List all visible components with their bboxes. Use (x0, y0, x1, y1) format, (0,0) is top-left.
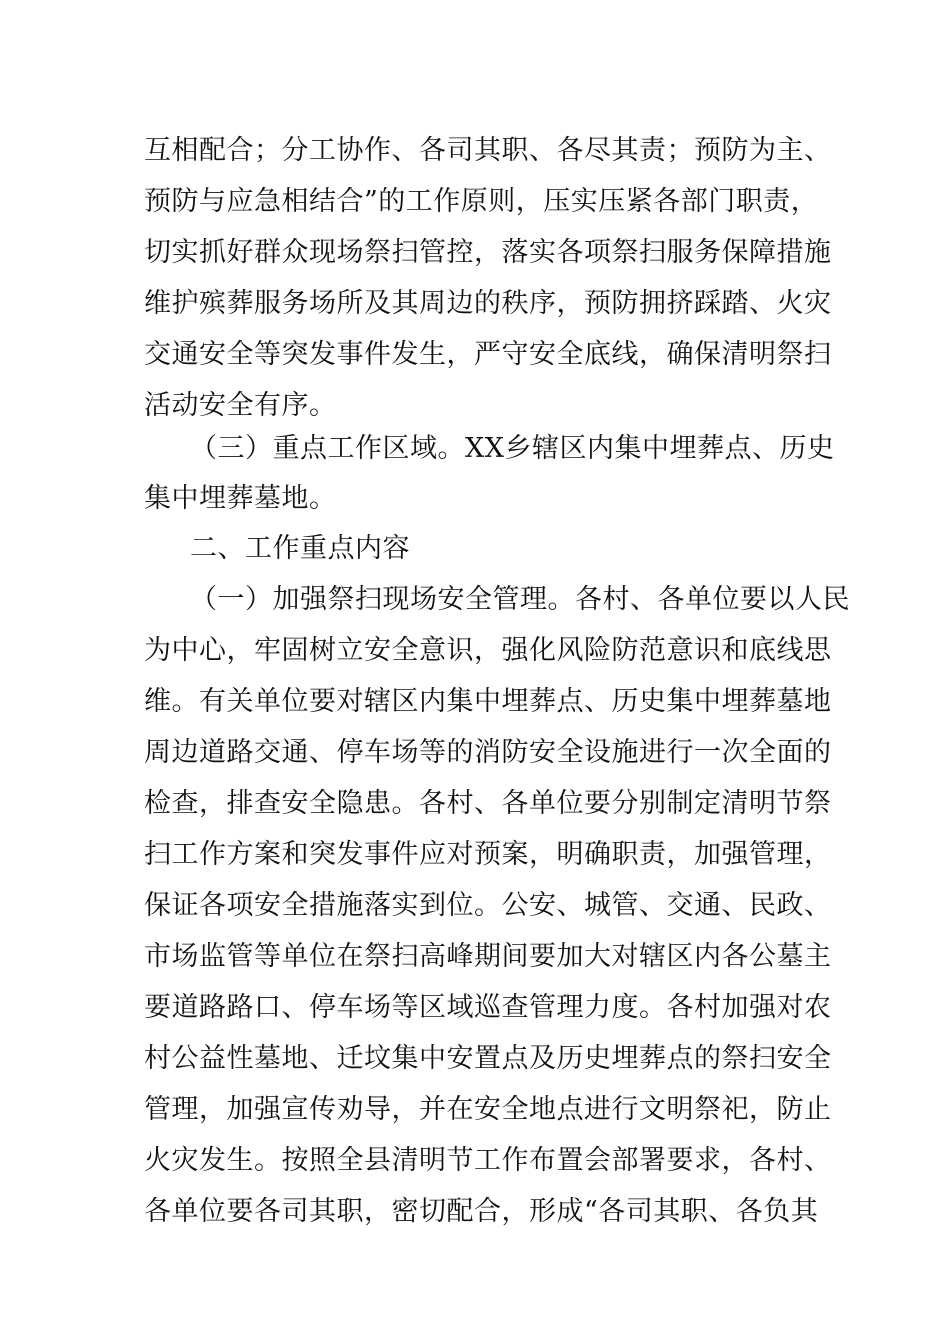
text-line-17: 市场监管等单位在祭扫高峰期间要加大对辖区内各公墓主 (144, 941, 832, 972)
text-line-2: 预防与应急相结合”的工作原则，压实压紧各部门职责， (144, 186, 819, 217)
text-line-18: 要道路路口、停车场等区域巡查管理力度。各村加强对农 (144, 992, 832, 1023)
text-line-15: 扫工作方案和突发事件应对预案，明确职责，加强管理， (144, 839, 832, 870)
section-heading: 二、工作重点内容 (190, 533, 410, 564)
text-line-4: 维护殡葬服务场所及其周边的秩序，预防拥挤踩踏、火灾 (144, 288, 832, 319)
text-line-14: 检查，排查安全隐患。各村、各单位要分别制定清明节祭 (144, 788, 832, 819)
text-line-11: 为中心，牢固树立安全意识，强化风险防范意识和底线思 (144, 635, 832, 666)
text-line-13: 周边道路交通、停车场等的消防安全设施进行一次全面的 (144, 737, 832, 768)
paragraph-safety-management: （一）加强祭扫现场安全管理。各村、各单位要以人民 (190, 584, 850, 615)
text-line-21: 火灾发生。按照全县清明节工作布置会部署要求，各村、 (144, 1145, 832, 1176)
text-line-16: 保证各项安全措施落实到位。公安、城管、交通、民政、 (144, 890, 832, 921)
text-line-8: 集中埋葬墓地。 (144, 483, 337, 514)
text-line-20: 管理，加强宣传劝导，并在安全地点进行文明祭祀，防止 (144, 1094, 832, 1125)
text-line-3: 切实抓好群众现场祭扫管控，落实各项祭扫服务保障措施 (144, 237, 832, 268)
paragraph-focus-area: （三）重点工作区域。XX乡辖区内集中埋葬点、历史 (190, 433, 835, 464)
text-line-19: 村公益性墓地、迁坟集中安置点及历史埋葬点的祭扫安全 (144, 1043, 832, 1074)
text-line-5: 交通安全等突发事件发生，严守安全底线，确保清明祭扫 (144, 339, 832, 370)
text-line-22: 各单位要各司其职，密切配合，形成“各司其职、各负其 (144, 1196, 819, 1227)
text-line-12: 维。有关单位要对辖区内集中埋葬点、历史集中埋葬墓地 (144, 686, 832, 717)
text-line-1: 互相配合；分工协作、各司其职、各尽其责；预防为主、 (144, 135, 832, 166)
text-line-6: 活动安全有序。 (144, 390, 337, 421)
